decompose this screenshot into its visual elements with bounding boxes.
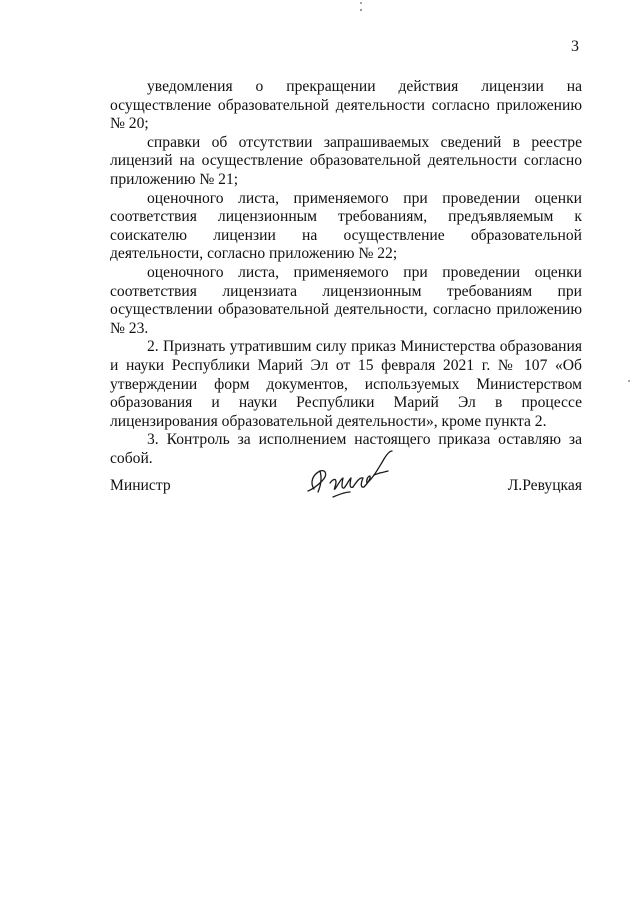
paragraph-notification-form: уведомления о прекращении действия лицензии на осуществление образовательной деятельности согласно приложению № 20; [110, 78, 582, 133]
page-number: 3 [571, 38, 579, 55]
paragraph-clause-2: 2. Признать утратившим силу приказ Министерства образования и науки Республики Марий Эл от 15 февраля 2021 г. № 107 «Об утверждении форм документов, используемых Министерством образования и науки Республики Марий Эл в процессе лицензирования образовательной деятельности», кроме пункта 2. [110, 338, 582, 430]
paragraph-certificate-form: справки об отсутствии запрашиваемых сведений в реестре лицензий на осуществление образовательной деятельности согласно приложению № 21; [110, 133, 582, 188]
scan-speck [628, 380, 630, 382]
signatory-name: Л.Ревуцкая [507, 477, 582, 494]
signatory-title: Министр [110, 477, 171, 494]
paragraph-evaluation-sheet-licensee: оценочного листа, применяемого при проведении оценки соответствия лицензиата лицензионным требованиям при осуществлении образовательной деятельности, согласно приложению № 23. [110, 263, 582, 337]
handwritten-signature [300, 445, 410, 503]
scan-speck [360, 2, 362, 4]
paragraph-clause-3: 3. Контроль за исполнением настоящего приказа оставляю за собой. [110, 431, 582, 467]
document-body [110, 78, 582, 468]
paragraph-evaluation-sheet-applicant: оценочного листа, применяемого при проведении оценки соответствия лицензионным требованиям, предъявляемым к соискателю лицензии на осуществление образовательной деятельности, согласно приложению № 22; [110, 189, 582, 263]
scan-speck [360, 9, 362, 11]
